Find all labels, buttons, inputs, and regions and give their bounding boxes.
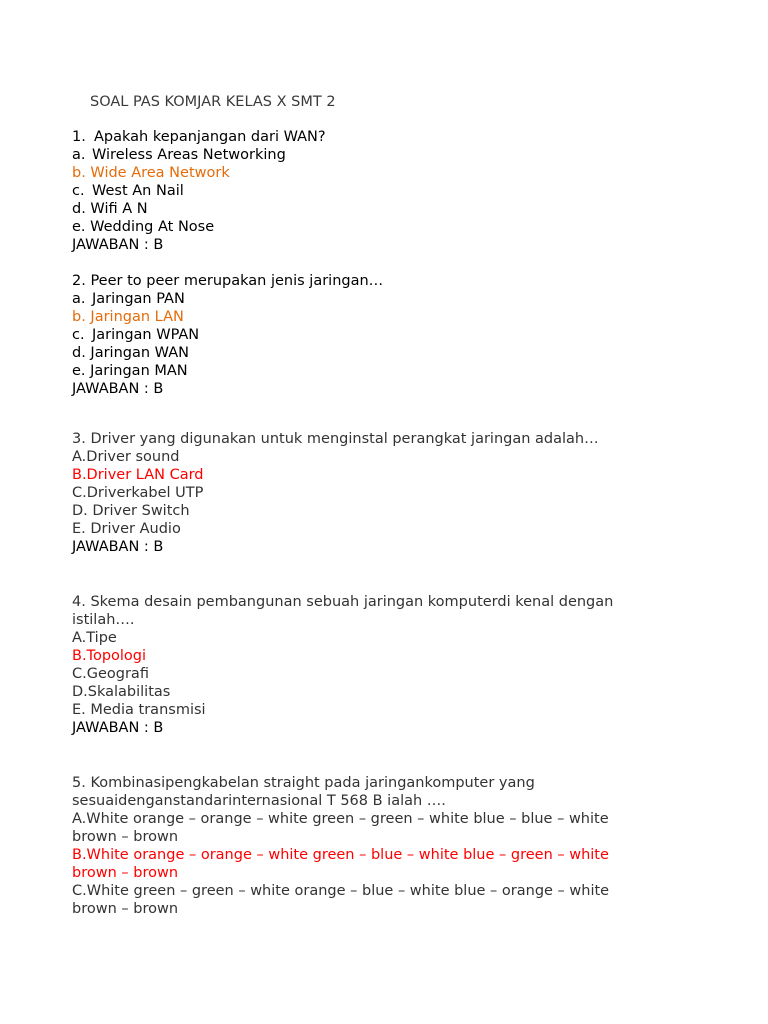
- option-a-line-1: A.White orange – orange – white green – green – white blue – blue – white: [72, 811, 609, 827]
- option-a: A.Tipe: [72, 630, 117, 646]
- question-text-line-1: 4. Skema desain pembangunan sebuah jaringan komputerdi kenal dengan: [72, 594, 614, 610]
- answer-key: JAWABAN : B: [72, 381, 164, 397]
- question-text-line-1: 5. Kombinasipengkabelan straight pada jaringankomputer yang: [72, 775, 535, 791]
- document-title: SOAL PAS KOMJAR KELAS X SMT 2: [90, 94, 336, 110]
- option-a: [72, 290, 672, 308]
- answer-key: JAWABAN : B: [72, 237, 164, 253]
- question-body: Apakah kepanjangan dari WAN?: [94, 129, 326, 145]
- option-c: C.Driverkabel UTP: [72, 485, 204, 501]
- option-letter: c.: [72, 183, 85, 199]
- option-a-line-2: brown – brown: [72, 829, 179, 845]
- question-1: [72, 128, 672, 254]
- option-d: D. Driver Switch: [72, 503, 190, 519]
- option-b-correct: B.Topologi: [72, 648, 147, 664]
- option-letter: a.: [72, 291, 86, 307]
- option-text: Wireless Areas Networking: [92, 147, 286, 163]
- option-letter: a.: [72, 147, 86, 163]
- option-e: e. Wedding At Nose: [72, 219, 215, 235]
- option-a: [72, 146, 672, 164]
- option-b-correct-line-2: brown – brown: [72, 865, 179, 881]
- question-text: [72, 128, 672, 146]
- option-e: E. Media transmisi: [72, 702, 206, 718]
- option-e: E. Driver Audio: [72, 521, 181, 537]
- question-text: 3. Driver yang digunakan untuk menginstal perangkat jaringan adalah…: [72, 431, 599, 447]
- option-c-line-2: brown – brown: [72, 901, 179, 917]
- option-text: Jaringan PAN: [92, 291, 185, 307]
- question-5: [72, 774, 672, 918]
- answer-key: JAWABAN : B: [72, 720, 164, 736]
- answer-key: JAWABAN : B: [72, 539, 164, 555]
- question-text-line-2: sesuaidenganstandarinternasional T 568 B ialah ….: [72, 793, 446, 809]
- question-3: [72, 430, 672, 556]
- question-text: 2. Peer to peer merupakan jenis jaringan…: [72, 273, 384, 289]
- option-c: C.Geografi: [72, 666, 149, 682]
- option-text: West An Nail: [92, 183, 184, 199]
- option-b-correct: b. Jaringan LAN: [72, 309, 184, 325]
- option-d: D.Skalabilitas: [72, 684, 171, 700]
- option-letter: c.: [72, 327, 85, 343]
- option-c: [72, 182, 672, 200]
- option-text: Jaringan WPAN: [92, 327, 200, 343]
- question-2: [72, 272, 672, 398]
- option-d: d. Jaringan WAN: [72, 345, 189, 361]
- option-b-correct-line-1: B.White orange – orange – white green – blue – white blue – green – white: [72, 847, 609, 863]
- option-e: e. Jaringan MAN: [72, 363, 188, 379]
- question-text-line-2: istilah….: [72, 612, 135, 628]
- question-number: 1.: [72, 129, 86, 145]
- question-4: [72, 593, 672, 737]
- option-c: [72, 326, 672, 344]
- option-a: A.Driver sound: [72, 449, 180, 465]
- option-c-line-1: C.White green – green – white orange – blue – white blue – orange – white: [72, 883, 610, 899]
- option-b-correct: B.Driver LAN Card: [72, 467, 204, 483]
- option-b-correct: b. Wide Area Network: [72, 165, 230, 181]
- option-d: d. Wifi A N: [72, 201, 148, 217]
